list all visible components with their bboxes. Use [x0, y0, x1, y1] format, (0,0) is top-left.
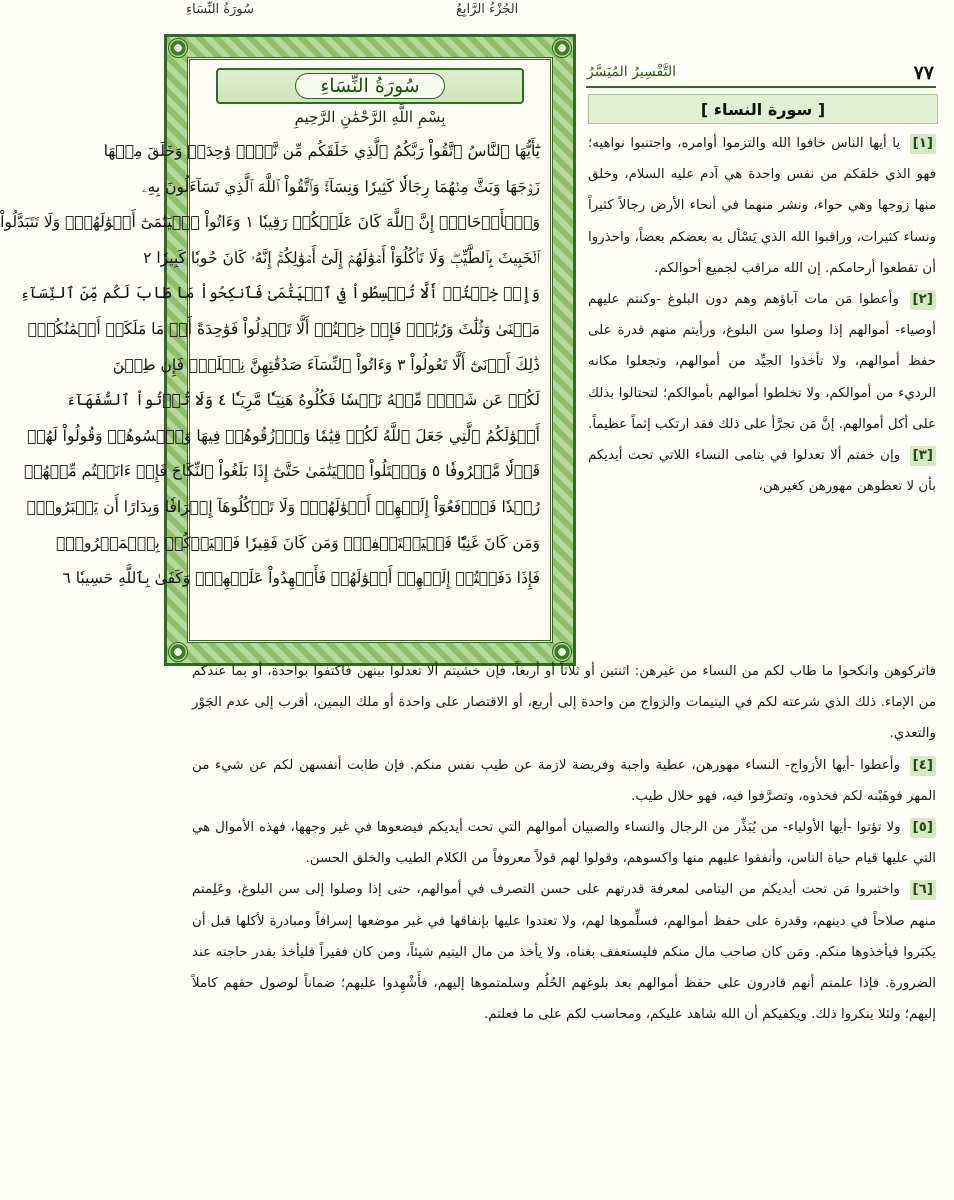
verse-number-badge: [٦]	[910, 880, 936, 900]
verse-line: رُشۡدٗا فَٱدۡفَعُوٓاْ إِلَيۡهِمۡ أَمۡوَٰلَهُمۡۖ وَلَا تَأۡكُلُوهَآ إِسۡرَافٗا وَبِدَارًا أَن يَكۡبَرُواْۚ	[26, 497, 540, 516]
verse-line: زَوۡجَهَا وَبَثَّ مِنۡهُمَا رِجَالٗا كَثِيرٗا وَنِسَآءٗۚ وَٱتَّقُواْ ٱللَّهَ ٱلَّذِي تَسَآءَلُونَ بِهِۦ	[141, 177, 540, 196]
tafsir-text: فاتركوهن وانكحوا ما طاب لكم من النساء من غيرهن: اثنتين أو ثلاثاً أو أربعاً، فإن خشيتم ألا تعدلوا بينهن فاكتفوا بواحدة، أو بما عندكم من الإماء. ذلك الذي شرعته لكم في اليتيمات والزواج من واحدة إلى أربع، أو الاقتصار على واحدة أو ملك اليمين، أقرب إلى عدم الجَوْر والتعدي.	[192, 664, 936, 742]
verse-line: ٱلۡخَبِيثَ بِٱلطَّيِّبِۖ وَلَا تَأۡكُلُوٓاْ أَمۡوَٰلَهُمۡ إِلَىٰٓ أَمۡوَٰلِكُمۡۚ إِنَّهُۥ كَانَ حُوبٗا كَبِيرٗا ٢	[143, 248, 540, 267]
surah-heading: [ سورة النساء ]	[588, 94, 938, 124]
verse-number-badge: [٥]	[910, 818, 936, 838]
frame-ornament-icon	[168, 38, 188, 58]
quran-frame	[0, 34, 576, 666]
verse-line: فَإِذَا دَفَعۡتُمۡ إِلَيۡهِمۡ أَمۡوَٰلَهُمۡ فَأَشۡهِدُواْ عَلَيۡهِمۡۚ وَكَفَىٰ بِٱللَّهِ حَسِيبٗا ٦	[62, 569, 540, 588]
verse-line: ذَٰلِكَ أَدۡنَىٰٓ أَلَّا تَعُولُواْ ٣ وَءَاتُواْ ٱلنِّسَآءَ صَدُقَٰتِهِنَّ نِحۡلَةٗۚ فَإِن طِبۡنَ	[112, 355, 540, 374]
tafsir-text: يا أيها الناس خافوا الله والتزموا أوامره، واجتنبوا نواهيه؛ فهو الذي خلقكم من نفس واحدة هي آدم عليه السلام، وخلق منها زوجها وهي حواء، ونشر منهما في أنحاء الأرض رجالاً كثيراً ونساء كثيرات، وراقبوا الله الذي يَسْأل به بعضكم بعضاً، واحذروا أن تقطعوا أرحامكم. إن الله مراقب لجميع أحوالكم.	[588, 136, 936, 276]
verse-line: وَإِنۡ خِفۡتُمۡ أَلَّا تُقۡسِطُواْ فِي ٱلۡيَتَٰمَىٰ فَٱنكِحُواْ مَا طَابَ لَكُم مِّنَ ٱلنِّسَآءِ	[20, 284, 540, 303]
tafsir-paragraph	[192, 812, 936, 874]
tafsir-paragraph	[588, 128, 936, 284]
tafsir-paragraph	[192, 656, 936, 750]
surah-banner	[216, 68, 524, 104]
header-divider	[586, 86, 936, 88]
page-number: ٧٧	[913, 62, 934, 84]
tafsir-text: واختبروا مَن تحت أيديكم من اليتامى لمعرفة قدرتهم على حسن التصرف في أموالهم، حتى إذا وصلوا إلى سن البلوغ، وعَلِمتم منهم صلاحاً في دينهم، وقدرة على حفظ أموالهم، فسلِّموها لهم، ولا تعتدوا عليها بإنفاقها في غير موضعها إسرافاً ومبادرة لأكلها قبل أن يكبَروا فيأخذوها منكم. ومَن كان صاحب مال منكم فليستعفف بغناه، ولا يأخذ من مال اليتيم شيئاً، ومن كان فقيراً فليأخذ بقدر حاجته عند الضرورة. فإذا علمتم أنهم قادرون على حفظ أموالهم بعد بلوغهم الحُلُم وسلمتموها إليهم، فأَشْهِدوا عليهم؛ ضماناً لوصول حقهم كاملاً إليهم؛ ولئلا ينكروا ذلك. ويكفيكم أن الله شاهد عليكم، ومحاسب لكم على ما فعلتم.	[192, 882, 936, 1023]
tafsir-text: ولا تؤتوا -أيها الأولياء- من يُبَذِّر من الرجال والنساء والصبيان أموالهم التي تحت أيديكم فيضعوها في غير وجهها، فهذه الأموال هي التي عليها قيام حياة الناس، وأنفقوا عليهم منها واكسوهم، وقولوا لهم قولاً معروفاً من الكلام الطيب والخلق الحسن.	[192, 820, 936, 867]
tafsir-paragraph	[588, 284, 936, 440]
tafsir-text: وأعطوا -أيها الأزواج- النساء مهورهن، عطية واجبة وفريضة لازمة عن طيب نفس منكم. فإن طابت أنفسهن لكم عن شيء من المهر فوهَبْنه لكم فخذوه، وتصرَّفوا فيه، فهو حلال طيب.	[192, 757, 936, 804]
running-header-surah: سُورَةُ النِّسَاءِ	[186, 2, 254, 17]
book-title: التَّفْسِيرُ المُيَسَّرُ	[586, 64, 676, 80]
quran-text-area	[0, 57, 553, 643]
frame-ornament-icon	[168, 642, 188, 662]
verse-number-badge: [٤]	[910, 756, 936, 776]
basmala: بِسْمِ اللَّهِ الرَّحْمَٰنِ الرَّحِيمِ	[294, 108, 446, 126]
tafsir-text: وأعطوا مَن مات آباؤهم وهم دون البلوغ -وكنتم عليهم أوصياء- أموالهم إذا وصلوا سن البلوغ، ورأيتم منهم قدرة على حفظ أموالهم، ولا تأخذوا الجيِّد من أموالهم، وتجعلوا مكانه الرديء من أموالكم، ولا تخلطوا أموالهم بأموالكم؛ لتحتالوا بذلك على أكل أموالهم. إنَّ مَن تجرَّأ على ذلك فقد ارتكب إثماً عظيماً.	[588, 292, 936, 432]
tafsir-paragraph	[192, 874, 936, 1030]
verse-line: أَمۡوَٰلَكُمُ ٱلَّتِي جَعَلَ ٱللَّهُ لَكُمۡ قِيَٰمٗا وَٱرۡزُقُوهُمۡ فِيهَا وَٱكۡسُوهُمۡ وَقُولُواْ لَهُمۡ	[27, 426, 540, 445]
verse-number-badge: [٢]	[910, 290, 936, 310]
verse-line: وَٱلۡأَرۡحَامَۚ إِنَّ ٱللَّهَ كَانَ عَلَيۡكُمۡ رَقِيبٗا ١ وَءَاتُواْ ٱلۡيَتَٰمَىٰٓ أَمۡوَٰلَهُمۡۖ وَلَا تَتَبَدَّلُواْ	[0, 213, 540, 232]
verse-line: يَٰٓأَيُّهَا ٱلنَّاسُ ٱتَّقُواْ رَبَّكُمُ ٱلَّذِي خَلَقَكُم مِّن نَّفۡسٖ وَٰحِدَةٖ وَخَلَقَ مِنۡهَا	[103, 142, 540, 160]
verse-line: قَوۡلٗا مَّعۡرُوفٗا ٥ وَٱبۡتَلُواْ ٱلۡيَتَٰمَىٰ حَتَّىٰٓ إِذَا بَلَغُواْ ٱلنِّكَاحَ فَإِنۡ ءَانَسۡتُم مِّنۡهُمۡ	[24, 462, 540, 481]
verse-line: مَثۡنَىٰ وَثُلَٰثَ وَرُبَٰعَۖ فَإِنۡ خِفۡتُمۡ أَلَّا تَعۡدِلُواْ فَوَٰحِدَةً أَوۡ مَا مَلَكَتۡ أَيۡمَٰنُكُمۡۚ	[27, 319, 540, 338]
running-header-juz: الجُزْءُ الرَّابِعُ	[456, 2, 519, 17]
tafsir-paragraph	[588, 440, 936, 502]
verse-number-badge: [٣]	[910, 446, 936, 466]
verse-line: لَكُمۡ عَن شَيۡءٖ مِّنۡهُ نَفۡسٗا فَكُلُوهُ هَنِيٓـٔٗا مَّرِيٓـٔٗا ٤ وَلَا تُؤۡتُواْ ٱلسُّفَهَآءَ	[66, 391, 540, 410]
frame-ornament-icon	[552, 38, 572, 58]
tafsir-column	[588, 128, 936, 502]
tafsir-text: وإن خفتم ألا تعدلوا في يتامى النساء اللاتي تحت أيديكم بأن لا تعطوهن مهورهن كغيرهن،	[588, 448, 936, 495]
tafsir-paragraph	[192, 750, 936, 812]
verse-number-badge: [١]	[910, 134, 936, 154]
tafsir-full-width	[192, 656, 936, 1030]
quran-verses	[0, 134, 540, 632]
surah-banner-title: سُورَةُ النِّسَاءِ	[295, 73, 444, 99]
verse-line: وَمَن كَانَ غَنِيّٗا فَلۡيَسۡتَعۡفِفۡۖ وَمَن كَانَ فَقِيرٗا فَلۡيَأۡكُلۡ بِٱلۡمَعۡرُوفِۚ	[56, 533, 540, 552]
